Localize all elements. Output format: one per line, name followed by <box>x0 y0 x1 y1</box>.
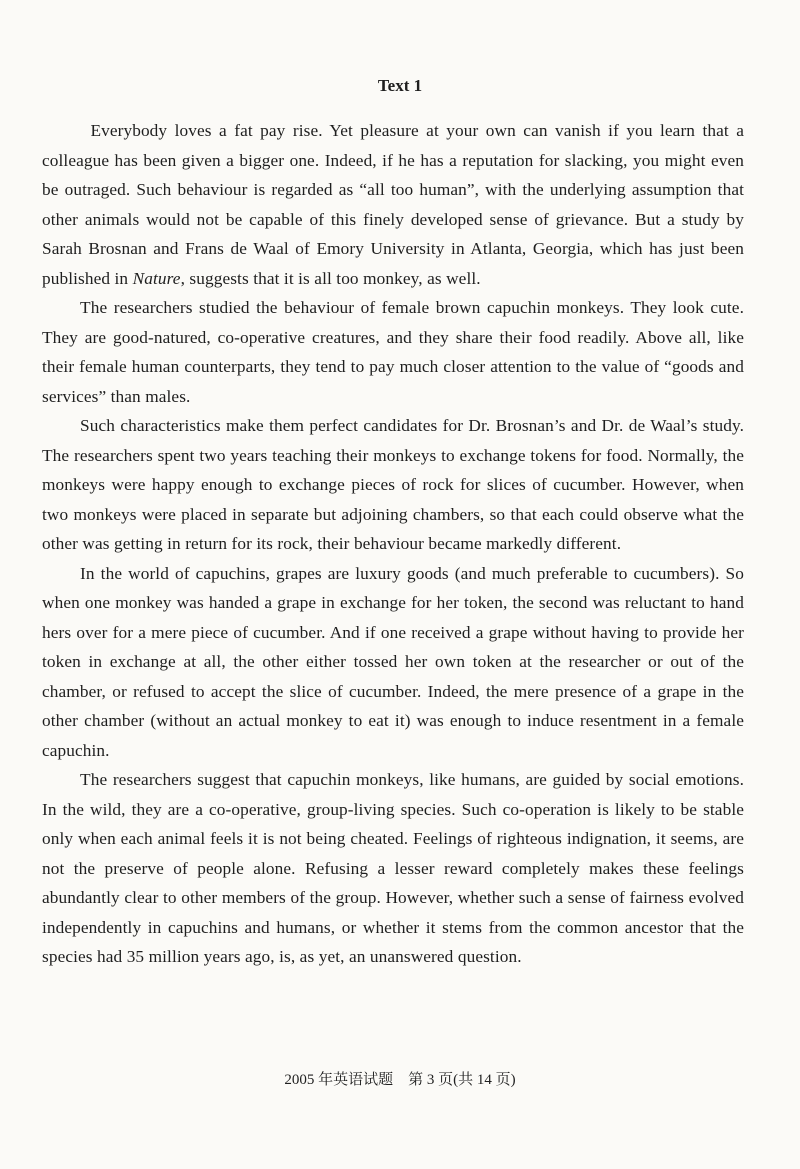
paragraph-1-text-end: , suggests that it is all too monkey, as well. <box>180 268 481 288</box>
paragraph-1-text-start: Everybody loves a fat pay rise. Yet pleasure at your own can vanish if you learn that a colleague has been given a bigger one. Indeed, if he has a reputation for slacking, you might even be outraged. Such behaviour is regarded as “all too human”, with the underlying assumption that other animals would not be capable of this finely developed sense of grievance. But a study by Sarah Brosnan and Frans de Waal of Emory University in Atlanta, Georgia, which has just been published in <box>42 121 744 288</box>
paragraph-2: The researchers studied the behaviour of female brown capuchin monkeys. They look cute. They are good-natured, co-operative creatures, and they share their food readily. Above all, like their female human counterparts, they tend to pay much closer attention to the value of “goods and services” than males. <box>42 298 744 406</box>
passage-title: Text 1 <box>377 76 423 95</box>
paragraph-3: Such characteristics make them perfect candidates for Dr. Brosnan’s and Dr. de Waal’s study. The researchers spent two years teaching their monkeys to exchange tokens for food. Normally, the monkeys were happy enough to exchange pieces of rock for slices of cucumber. However, when two monkeys were placed in separate but adjoining chambers, so that each could observe what the other was getting in return for its rock, their behaviour became markedly different. <box>42 416 744 553</box>
page-footer: 2005 年英语试题 第 3 页(共 14 页) <box>284 1072 516 1088</box>
passage-body <box>42 116 744 972</box>
paragraph-4: In the world of capuchins, grapes are luxury goods (and much preferable to cucumbers). So when one monkey was handed a grape in exchange for her token, the second was reluctant to hand hers over for a mere piece of cucumber. And if one received a grape without having to provide her token in exchange at all, the other either tossed her own token at the researcher or out of the chamber, or refused to accept the slice of cucumber. Indeed, the mere presence of a grape in the other chamber (without an actual monkey to eat it) was enough to induce resentment in a female capuchin. <box>42 563 744 760</box>
paragraph-5: The researchers suggest that capuchin monkeys, like humans, are guided by social emotions. In the wild, they are a co-operative, group-living species. Such co-operation is likely to be stable only when each animal feels it is not being cheated. Feelings of righteous indignation, it seems, are not the preserve of people alone. Refusing a lesser reward completely makes these feelings abundantly clear to other members of the group. However, whether such a sense of fairness evolved independently in capuchins and humans, or whether it stems from the common ancestor that the species had 35 million years ago, is, as yet, an unanswered question. <box>42 770 744 966</box>
paragraph-1 <box>42 116 744 293</box>
journal-name: Nature <box>132 268 181 288</box>
